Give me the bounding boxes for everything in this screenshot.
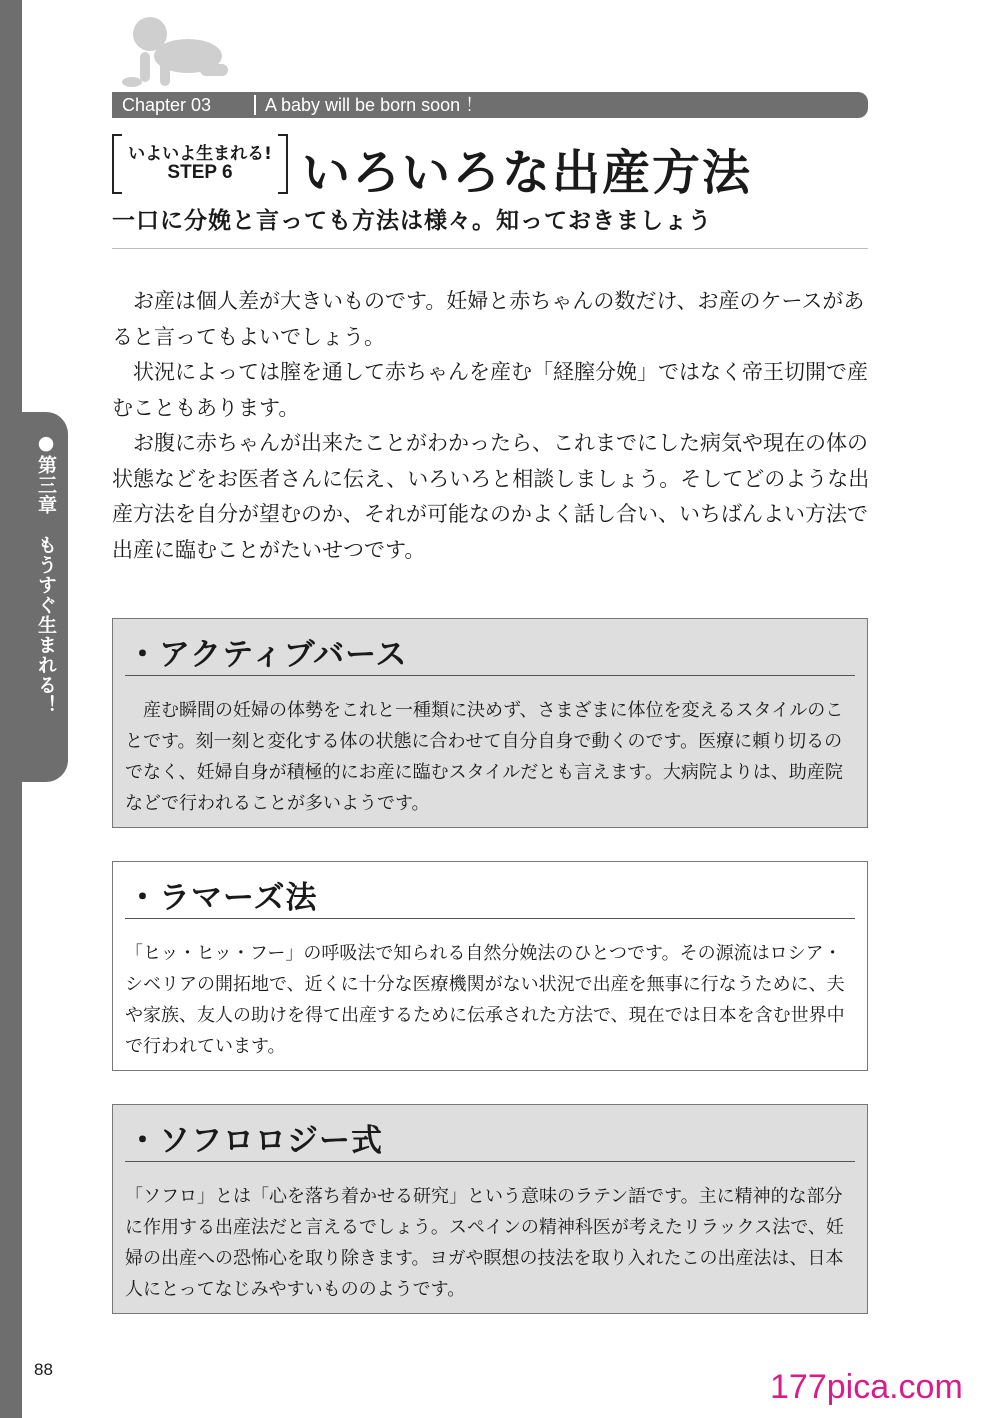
- chapter-subtitle: A baby will be born soon ！: [265, 95, 484, 115]
- chapter-bar: [112, 92, 868, 118]
- intro-text: [112, 284, 872, 568]
- header-divider: [112, 248, 868, 249]
- page-subtitle: 一口に分娩と言っても方法は様々。知っておきましょう: [112, 208, 712, 234]
- chapter-separator: [254, 95, 256, 115]
- crawling-baby-icon: [120, 12, 240, 92]
- step-badge: [112, 134, 288, 190]
- watermark: 177pica.com: [770, 1368, 963, 1406]
- step-number: STEP 6: [167, 162, 233, 183]
- method-description: 産む瞬間の妊婦の体勢をこれと一種類に決めず、さまざまに体位を変えるスタイルのことです。刻一刻と変化する体の状態に合わせて自分自身で動くのです。医療に頼り切るのでなく、妊婦自身が積極的にお産に臨むスタイルだとも言えます。大病院よりは、助産院などで行われることが多いようです。: [125, 700, 844, 814]
- intro-paragraph: お産は個人差が大きいものです。妊婦と赤ちゃんの数だけ、お産のケースがあると言ってもよいでしょう。: [112, 289, 865, 349]
- method-title: ・ソフロロジー式: [127, 1123, 383, 1159]
- method-title-rule: [125, 675, 855, 676]
- method-title-rule: [125, 1161, 855, 1162]
- method-box-sophrology: [112, 1104, 868, 1314]
- method-box-active-birth: [112, 618, 868, 828]
- method-description: 「ヒッ・ヒッ・フー」の呼吸法で知られる自然分娩法のひとつです。その源流はロシア・シベリアの開拓地で、近くに十分な医療機関がない状況で出産を無事に行なうために、夫や家族、友人の助けを得て出産するために伝承された方法で、現在では日本を含む世界中で行われています。: [125, 943, 845, 1057]
- page-title: いろいろな出産方法: [302, 145, 753, 201]
- method-title: ・ラマーズ法: [127, 880, 318, 916]
- chapter-label: Chapter 03: [122, 95, 212, 115]
- intro-paragraph: お腹に赤ちゃんが出来たことがわかったら、これまでにした病気や現在の体の状態などをお医者さんに伝え、いろいろと相談しましょう。そしてどのような出産方法を自分が望むのか、それが可能なのかよく話し合い、いちばんよい方法で出産に臨むことがたいせつです。: [112, 431, 870, 562]
- method-description: 「ソフロ」とは「心を落ち着かせる研究」という意味のラテン語です。主に精神的な部分に作用する出産法だと言えるでしょう。スペインの精神科医が考えたリラックス法で、妊婦の出産への恐怖心を取り除きます。ヨガや瞑想の技法を取り入れたこの出産法は、日本人にとってなじみやすいもののようです。: [125, 1186, 844, 1300]
- chapter-side-label: ●第三章 もうすぐ生まれる！: [35, 432, 57, 715]
- method-title: ・アクティブバース: [127, 637, 408, 673]
- method-box-lamaze: [112, 861, 868, 1071]
- step-caption: いよいよ生まれる!: [128, 144, 272, 164]
- page-number: 88: [34, 1360, 53, 1379]
- intro-paragraph: 状況によっては膣を通して赤ちゃんを産む「経膣分娩」ではなく帝王切開で産むこともあります。: [112, 360, 868, 420]
- method-title-rule: [125, 918, 855, 919]
